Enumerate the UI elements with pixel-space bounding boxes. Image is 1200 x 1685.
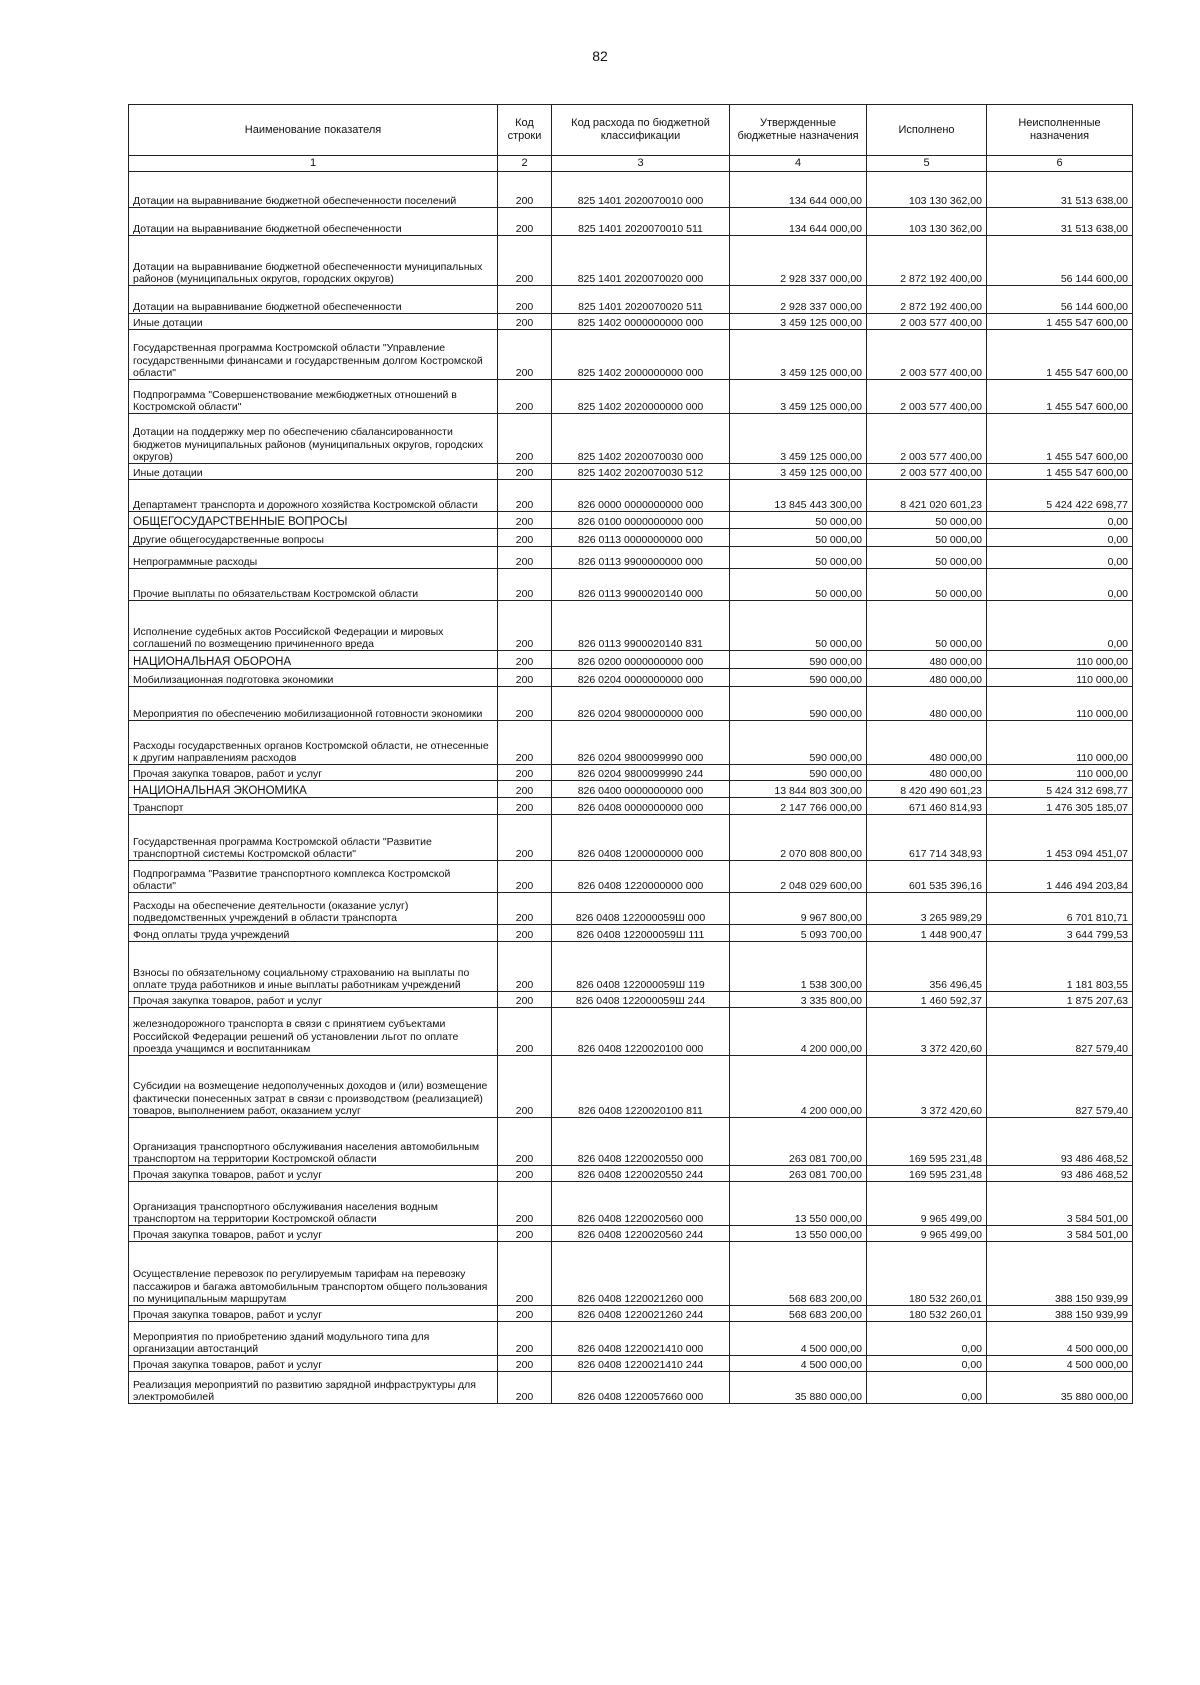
cell-line-code: 200 (498, 1226, 552, 1242)
table-row (129, 925, 1133, 942)
cell-executed: 356 496,45 (867, 942, 987, 992)
header-budget-code: Код расхода по бюджетной классификации (552, 105, 730, 156)
cell-unexecuted: 5 424 312 698,77 (987, 781, 1133, 798)
table-row (129, 893, 1133, 925)
cell-unexecuted: 31 513 638,00 (987, 208, 1133, 236)
cell-unexecuted: 1 455 547 600,00 (987, 314, 1133, 330)
cell-line-code: 200 (498, 172, 552, 208)
cell-approved: 590 000,00 (730, 651, 867, 669)
cell-approved: 263 081 700,00 (730, 1118, 867, 1166)
cell-line-code: 200 (498, 925, 552, 942)
cell-budget-code: 826 0408 1220020560 000 (552, 1182, 730, 1226)
cell-executed: 50 000,00 (867, 529, 987, 547)
cell-approved: 2 928 337 000,00 (730, 286, 867, 314)
table-row (129, 314, 1133, 330)
cell-unexecuted: 110 000,00 (987, 687, 1133, 721)
cell-approved: 590 000,00 (730, 669, 867, 687)
cell-unexecuted: 0,00 (987, 529, 1133, 547)
cell-line-code: 200 (498, 1008, 552, 1056)
cell-approved: 1 538 300,00 (730, 942, 867, 992)
cell-executed: 50 000,00 (867, 569, 987, 601)
table-row (129, 992, 1133, 1008)
cell-line-code: 200 (498, 765, 552, 781)
table-row (129, 1056, 1133, 1118)
cell-budget-code: 826 0408 1220020100 811 (552, 1056, 730, 1118)
cell-line-code: 200 (498, 236, 552, 286)
cell-budget-code: 825 1402 2000000000 000 (552, 330, 730, 380)
page-number: 82 (592, 48, 608, 64)
cell-indicator-name: Дотации на выравнивание бюджетной обеспеченности муниципальных районов (муниципальных округов, городских округов) (129, 236, 498, 286)
column-number: 3 (552, 156, 730, 172)
cell-budget-code: 826 0204 9800099990 000 (552, 721, 730, 765)
table-row (129, 765, 1133, 781)
cell-approved: 5 093 700,00 (730, 925, 867, 942)
header-line-code: Код строки (498, 105, 552, 156)
cell-executed: 480 000,00 (867, 669, 987, 687)
cell-unexecuted: 4 500 000,00 (987, 1356, 1133, 1372)
cell-indicator-name: Дотации на выравнивание бюджетной обеспеченности (129, 286, 498, 314)
cell-unexecuted: 6 701 810,71 (987, 893, 1133, 925)
cell-budget-code: 825 1401 2020070020 511 (552, 286, 730, 314)
cell-indicator-name: Расходы на обеспечение деятельности (оказание услуг) подведомственных учреждений в области транспорта (129, 893, 498, 925)
table-row (129, 1166, 1133, 1182)
cell-line-code: 200 (498, 286, 552, 314)
cell-unexecuted: 0,00 (987, 569, 1133, 601)
cell-line-code: 200 (498, 414, 552, 464)
cell-budget-code: 826 0408 122000059Ш 244 (552, 992, 730, 1008)
table-row (129, 1226, 1133, 1242)
column-number: 4 (730, 156, 867, 172)
cell-approved: 4 500 000,00 (730, 1356, 867, 1372)
cell-executed: 480 000,00 (867, 651, 987, 669)
cell-line-code: 200 (498, 529, 552, 547)
cell-executed: 2 872 192 400,00 (867, 236, 987, 286)
cell-budget-code: 826 0204 9800099990 244 (552, 765, 730, 781)
cell-approved: 50 000,00 (730, 529, 867, 547)
cell-budget-code: 825 1401 2020070010 511 (552, 208, 730, 236)
cell-budget-code: 826 0204 9800000000 000 (552, 687, 730, 721)
cell-indicator-name: ОБЩЕГОСУДАРСТВЕННЫЕ ВОПРОСЫ (129, 512, 498, 529)
cell-unexecuted: 1 455 547 600,00 (987, 414, 1133, 464)
cell-approved: 568 683 200,00 (730, 1306, 867, 1322)
cell-line-code: 200 (498, 992, 552, 1008)
cell-budget-code: 825 1402 0000000000 000 (552, 314, 730, 330)
table-row (129, 380, 1133, 414)
cell-executed: 0,00 (867, 1356, 987, 1372)
cell-line-code: 200 (498, 893, 552, 925)
cell-approved: 13 550 000,00 (730, 1182, 867, 1226)
cell-unexecuted: 93 486 468,52 (987, 1118, 1133, 1166)
cell-executed: 2 003 577 400,00 (867, 314, 987, 330)
table-row (129, 815, 1133, 861)
table-row (129, 1322, 1133, 1356)
cell-budget-code: 825 1401 2020070020 000 (552, 236, 730, 286)
cell-indicator-name: Прочие выплаты по обязательствам Костромской области (129, 569, 498, 601)
cell-indicator-name: Фонд оплаты труда учреждений (129, 925, 498, 942)
cell-indicator-name: Подпрограмма "Совершенствование межбюджетных отношений в Костромской области" (129, 380, 498, 414)
cell-executed: 50 000,00 (867, 601, 987, 651)
cell-line-code: 200 (498, 815, 552, 861)
cell-unexecuted: 3 584 501,00 (987, 1182, 1133, 1226)
cell-unexecuted: 388 150 939,99 (987, 1242, 1133, 1306)
cell-line-code: 200 (498, 1306, 552, 1322)
cell-unexecuted: 56 144 600,00 (987, 286, 1133, 314)
table-row (129, 512, 1133, 529)
cell-line-code: 200 (498, 464, 552, 480)
table-row (129, 942, 1133, 992)
cell-indicator-name: Организация транспортного обслуживания населения автомобильным транспортом на территории Костромской области (129, 1118, 498, 1166)
cell-approved: 2 147 766 000,00 (730, 798, 867, 815)
table-row (129, 687, 1133, 721)
cell-indicator-name: Подпрограмма "Развитие транспортного комплекса Костромской области" (129, 861, 498, 893)
cell-line-code: 200 (498, 569, 552, 601)
cell-executed: 480 000,00 (867, 721, 987, 765)
header-executed: Исполнено (867, 105, 987, 156)
cell-line-code: 200 (498, 942, 552, 992)
table-row (129, 1182, 1133, 1226)
cell-line-code: 200 (498, 651, 552, 669)
cell-budget-code: 826 0113 9900000000 000 (552, 547, 730, 569)
cell-indicator-name: НАЦИОНАЛЬНАЯ ЭКОНОМИКА (129, 781, 498, 798)
cell-indicator-name: Взносы по обязательному социальному страхованию на выплаты по оплате труда работников и иные выплаты работникам учреждений (129, 942, 498, 992)
cell-unexecuted: 1 446 494 203,84 (987, 861, 1133, 893)
budget-execution-table (128, 104, 1133, 1404)
cell-executed: 3 372 420,60 (867, 1008, 987, 1056)
cell-unexecuted: 56 144 600,00 (987, 236, 1133, 286)
cell-line-code: 200 (498, 1322, 552, 1356)
column-number: 5 (867, 156, 987, 172)
cell-approved: 590 000,00 (730, 721, 867, 765)
cell-unexecuted: 1 455 547 600,00 (987, 380, 1133, 414)
cell-approved: 2 928 337 000,00 (730, 236, 867, 286)
cell-indicator-name: Прочая закупка товаров, работ и услуг (129, 1226, 498, 1242)
table-row (129, 569, 1133, 601)
cell-line-code: 200 (498, 781, 552, 798)
table-row (129, 601, 1133, 651)
cell-approved: 50 000,00 (730, 512, 867, 529)
cell-unexecuted: 827 579,40 (987, 1008, 1133, 1056)
table-row (129, 1242, 1133, 1306)
header-approved: Утвержденные бюджетные назначения (730, 105, 867, 156)
table-row (129, 464, 1133, 480)
cell-indicator-name: Прочая закупка товаров, работ и услуг (129, 992, 498, 1008)
cell-unexecuted: 1 875 207,63 (987, 992, 1133, 1008)
cell-executed: 480 000,00 (867, 765, 987, 781)
cell-budget-code: 826 0408 1220020100 000 (552, 1008, 730, 1056)
cell-indicator-name: Дотации на поддержку мер по обеспечению сбалансированности бюджетов муниципальных районов (муниципальных округов, городских округов) (129, 414, 498, 464)
cell-executed: 2 003 577 400,00 (867, 380, 987, 414)
cell-line-code: 200 (498, 861, 552, 893)
cell-unexecuted: 827 579,40 (987, 1056, 1133, 1118)
cell-budget-code: 826 0408 1220021260 244 (552, 1306, 730, 1322)
cell-budget-code: 826 0408 1200000000 000 (552, 815, 730, 861)
cell-line-code: 200 (498, 330, 552, 380)
cell-line-code: 200 (498, 547, 552, 569)
cell-budget-code: 825 1402 2020070030 512 (552, 464, 730, 480)
cell-approved: 3 459 125 000,00 (730, 314, 867, 330)
cell-budget-code: 826 0408 0000000000 000 (552, 798, 730, 815)
cell-line-code: 200 (498, 1118, 552, 1166)
cell-line-code: 200 (498, 1056, 552, 1118)
cell-approved: 13 844 803 300,00 (730, 781, 867, 798)
table-row (129, 208, 1133, 236)
cell-indicator-name: Исполнение судебных актов Российской Федерации и мировых соглашений по возмещению причиненного вреда (129, 601, 498, 651)
cell-line-code: 200 (498, 798, 552, 815)
table-row (129, 1372, 1133, 1404)
cell-budget-code: 826 0204 0000000000 000 (552, 669, 730, 687)
cell-unexecuted: 31 513 638,00 (987, 172, 1133, 208)
cell-approved: 2 048 029 600,00 (730, 861, 867, 893)
cell-approved: 4 200 000,00 (730, 1056, 867, 1118)
cell-unexecuted: 0,00 (987, 547, 1133, 569)
cell-executed: 0,00 (867, 1322, 987, 1356)
table-header-row (129, 105, 1133, 156)
cell-unexecuted: 1 181 803,55 (987, 942, 1133, 992)
cell-budget-code: 826 0113 0000000000 000 (552, 529, 730, 547)
cell-indicator-name: Прочая закупка товаров, работ и услуг (129, 1306, 498, 1322)
cell-unexecuted: 93 486 468,52 (987, 1166, 1133, 1182)
cell-indicator-name: Непрограммные расходы (129, 547, 498, 569)
cell-indicator-name: Субсидии на возмещение недополученных доходов и (или) возмещение фактически понесенных затрат в связи с производством (реализацией) товаров, выполнением работ, оказанием услуг (129, 1056, 498, 1118)
table-row (129, 330, 1133, 380)
cell-executed: 50 000,00 (867, 512, 987, 529)
cell-indicator-name: Прочая закупка товаров, работ и услуг (129, 1166, 498, 1182)
cell-unexecuted: 1 453 094 451,07 (987, 815, 1133, 861)
cell-indicator-name: Другие общегосударственные вопросы (129, 529, 498, 547)
cell-unexecuted: 3 644 799,53 (987, 925, 1133, 942)
cell-budget-code: 826 0408 122000059Ш 000 (552, 893, 730, 925)
cell-indicator-name: Мобилизационная подготовка экономики (129, 669, 498, 687)
cell-indicator-name: Мероприятия по приобретению зданий модульного типа для организации автостанций (129, 1322, 498, 1356)
cell-executed: 0,00 (867, 1372, 987, 1404)
cell-approved: 3 459 125 000,00 (730, 414, 867, 464)
cell-indicator-name: Мероприятия по обеспечению мобилизационной готовности экономики (129, 687, 498, 721)
cell-executed: 180 532 260,01 (867, 1242, 987, 1306)
cell-executed: 9 965 499,00 (867, 1226, 987, 1242)
cell-budget-code: 826 0100 0000000000 000 (552, 512, 730, 529)
cell-approved: 2 070 808 800,00 (730, 815, 867, 861)
cell-executed: 103 130 362,00 (867, 172, 987, 208)
table-row (129, 414, 1133, 464)
table-row (129, 861, 1133, 893)
cell-executed: 3 265 989,29 (867, 893, 987, 925)
cell-line-code: 200 (498, 380, 552, 414)
cell-line-code: 200 (498, 480, 552, 512)
cell-executed: 180 532 260,01 (867, 1306, 987, 1322)
header-indicator-name: Наименование показателя (129, 105, 498, 156)
cell-approved: 3 335 800,00 (730, 992, 867, 1008)
cell-unexecuted: 110 000,00 (987, 669, 1133, 687)
cell-approved: 13 845 443 300,00 (730, 480, 867, 512)
table-row (129, 547, 1133, 569)
cell-budget-code: 826 0200 0000000000 000 (552, 651, 730, 669)
column-number: 2 (498, 156, 552, 172)
cell-budget-code: 826 0408 1220021260 000 (552, 1242, 730, 1306)
cell-unexecuted: 1 476 305 185,07 (987, 798, 1133, 815)
cell-approved: 4 500 000,00 (730, 1322, 867, 1356)
cell-executed: 2 003 577 400,00 (867, 464, 987, 480)
cell-budget-code: 826 0113 9900020140 000 (552, 569, 730, 601)
column-number: 6 (987, 156, 1133, 172)
cell-budget-code: 826 0408 1220020550 000 (552, 1118, 730, 1166)
cell-budget-code: 826 0408 1220020550 244 (552, 1166, 730, 1182)
cell-line-code: 200 (498, 1166, 552, 1182)
cell-budget-code: 826 0113 9900020140 831 (552, 601, 730, 651)
cell-budget-code: 825 1401 2020070010 000 (552, 172, 730, 208)
cell-line-code: 200 (498, 314, 552, 330)
cell-approved: 568 683 200,00 (730, 1242, 867, 1306)
cell-unexecuted: 1 455 547 600,00 (987, 464, 1133, 480)
cell-approved: 263 081 700,00 (730, 1166, 867, 1182)
cell-executed: 1 448 900,47 (867, 925, 987, 942)
cell-executed: 8 421 020 601,23 (867, 480, 987, 512)
cell-approved: 3 459 125 000,00 (730, 330, 867, 380)
cell-approved: 13 550 000,00 (730, 1226, 867, 1242)
cell-unexecuted: 35 880 000,00 (987, 1372, 1133, 1404)
cell-unexecuted: 110 000,00 (987, 765, 1133, 781)
cell-executed: 617 714 348,93 (867, 815, 987, 861)
cell-approved: 3 459 125 000,00 (730, 464, 867, 480)
cell-approved: 50 000,00 (730, 569, 867, 601)
cell-indicator-name: Государственная программа Костромской области "Развитие транспортной системы Костромской области" (129, 815, 498, 861)
cell-executed: 3 372 420,60 (867, 1056, 987, 1118)
cell-approved: 3 459 125 000,00 (730, 380, 867, 414)
table-row (129, 480, 1133, 512)
cell-indicator-name: Иные дотации (129, 464, 498, 480)
cell-executed: 2 003 577 400,00 (867, 414, 987, 464)
cell-unexecuted: 1 455 547 600,00 (987, 330, 1133, 380)
cell-unexecuted: 4 500 000,00 (987, 1322, 1133, 1356)
cell-indicator-name: Прочая закупка товаров, работ и услуг (129, 1356, 498, 1372)
cell-executed: 9 965 499,00 (867, 1182, 987, 1226)
table-row (129, 1356, 1133, 1372)
cell-budget-code: 825 1402 2020070030 000 (552, 414, 730, 464)
cell-line-code: 200 (498, 208, 552, 236)
cell-executed: 671 460 814,93 (867, 798, 987, 815)
cell-unexecuted: 0,00 (987, 512, 1133, 529)
cell-budget-code: 826 0408 122000059Ш 119 (552, 942, 730, 992)
cell-indicator-name: Транспорт (129, 798, 498, 815)
cell-unexecuted: 3 584 501,00 (987, 1226, 1133, 1242)
table-row (129, 721, 1133, 765)
cell-indicator-name: НАЦИОНАЛЬНАЯ ОБОРОНА (129, 651, 498, 669)
cell-indicator-name: Реализация мероприятий по развитию зарядной инфраструктуры для электромобилей (129, 1372, 498, 1404)
cell-executed: 601 535 396,16 (867, 861, 987, 893)
cell-approved: 590 000,00 (730, 687, 867, 721)
cell-line-code: 200 (498, 1242, 552, 1306)
cell-approved: 50 000,00 (730, 601, 867, 651)
cell-line-code: 200 (498, 1182, 552, 1226)
cell-executed: 169 595 231,48 (867, 1166, 987, 1182)
cell-budget-code: 826 0408 1220021410 000 (552, 1322, 730, 1356)
cell-budget-code: 825 1402 2020000000 000 (552, 380, 730, 414)
cell-approved: 134 644 000,00 (730, 172, 867, 208)
cell-budget-code: 826 0000 0000000000 000 (552, 480, 730, 512)
cell-budget-code: 826 0408 1220000000 000 (552, 861, 730, 893)
cell-unexecuted: 110 000,00 (987, 721, 1133, 765)
cell-executed: 2 872 192 400,00 (867, 286, 987, 314)
cell-executed: 1 460 592,37 (867, 992, 987, 1008)
cell-executed: 8 420 490 601,23 (867, 781, 987, 798)
table-row (129, 286, 1133, 314)
cell-line-code: 200 (498, 1372, 552, 1404)
table-row (129, 236, 1133, 286)
cell-indicator-name: Иные дотации (129, 314, 498, 330)
cell-budget-code: 826 0400 0000000000 000 (552, 781, 730, 798)
cell-budget-code: 826 0408 1220057660 000 (552, 1372, 730, 1404)
cell-executed: 169 595 231,48 (867, 1118, 987, 1166)
cell-unexecuted: 110 000,00 (987, 651, 1133, 669)
cell-approved: 35 880 000,00 (730, 1372, 867, 1404)
column-numbers-row (129, 156, 1133, 172)
cell-unexecuted: 388 150 939,99 (987, 1306, 1133, 1322)
cell-line-code: 200 (498, 721, 552, 765)
cell-line-code: 200 (498, 601, 552, 651)
table-row (129, 669, 1133, 687)
cell-line-code: 200 (498, 687, 552, 721)
cell-indicator-name: Государственная программа Костромской области "Управление государственными финансами и государственным долгом Костромской области" (129, 330, 498, 380)
cell-line-code: 200 (498, 1356, 552, 1372)
table-row (129, 1008, 1133, 1056)
cell-approved: 134 644 000,00 (730, 208, 867, 236)
cell-budget-code: 826 0408 122000059Ш 111 (552, 925, 730, 942)
cell-approved: 590 000,00 (730, 765, 867, 781)
table-row (129, 1118, 1133, 1166)
cell-unexecuted: 5 424 422 698,77 (987, 480, 1133, 512)
cell-unexecuted: 0,00 (987, 601, 1133, 651)
cell-indicator-name: железнодорожного транспорта в связи с принятием субъектами Российской Федерации решений об установлении льгот по оплате проезда учащимся и воспитанникам (129, 1008, 498, 1056)
cell-line-code: 200 (498, 512, 552, 529)
cell-executed: 2 003 577 400,00 (867, 330, 987, 380)
cell-budget-code: 826 0408 1220021410 244 (552, 1356, 730, 1372)
cell-indicator-name: Прочая закупка товаров, работ и услуг (129, 765, 498, 781)
cell-executed: 480 000,00 (867, 687, 987, 721)
header-unexecuted: Неисполненные назначения (987, 105, 1133, 156)
cell-indicator-name: Организация транспортного обслуживания населения водным транспортом на территории Костромской области (129, 1182, 498, 1226)
table-row (129, 798, 1133, 815)
cell-approved: 50 000,00 (730, 547, 867, 569)
cell-budget-code: 826 0408 1220020560 244 (552, 1226, 730, 1242)
table-row (129, 781, 1133, 798)
table-row (129, 529, 1133, 547)
cell-approved: 9 967 800,00 (730, 893, 867, 925)
cell-line-code: 200 (498, 669, 552, 687)
cell-executed: 50 000,00 (867, 547, 987, 569)
table-row (129, 1306, 1133, 1322)
cell-indicator-name: Осуществление перевозок по регулируемым тарифам на перевозку пассажиров и багажа автомобильным транспортом общего пользования по муниципальным маршрутам (129, 1242, 498, 1306)
table-row (129, 172, 1133, 208)
column-number: 1 (129, 156, 498, 172)
cell-executed: 103 130 362,00 (867, 208, 987, 236)
cell-indicator-name: Дотации на выравнивание бюджетной обеспеченности поселений (129, 172, 498, 208)
cell-approved: 4 200 000,00 (730, 1008, 867, 1056)
cell-indicator-name: Расходы государственных органов Костромской области, не отнесенные к другим направлениям расходов (129, 721, 498, 765)
cell-indicator-name: Департамент транспорта и дорожного хозяйства Костромской области (129, 480, 498, 512)
table-row (129, 651, 1133, 669)
cell-indicator-name: Дотации на выравнивание бюджетной обеспеченности (129, 208, 498, 236)
